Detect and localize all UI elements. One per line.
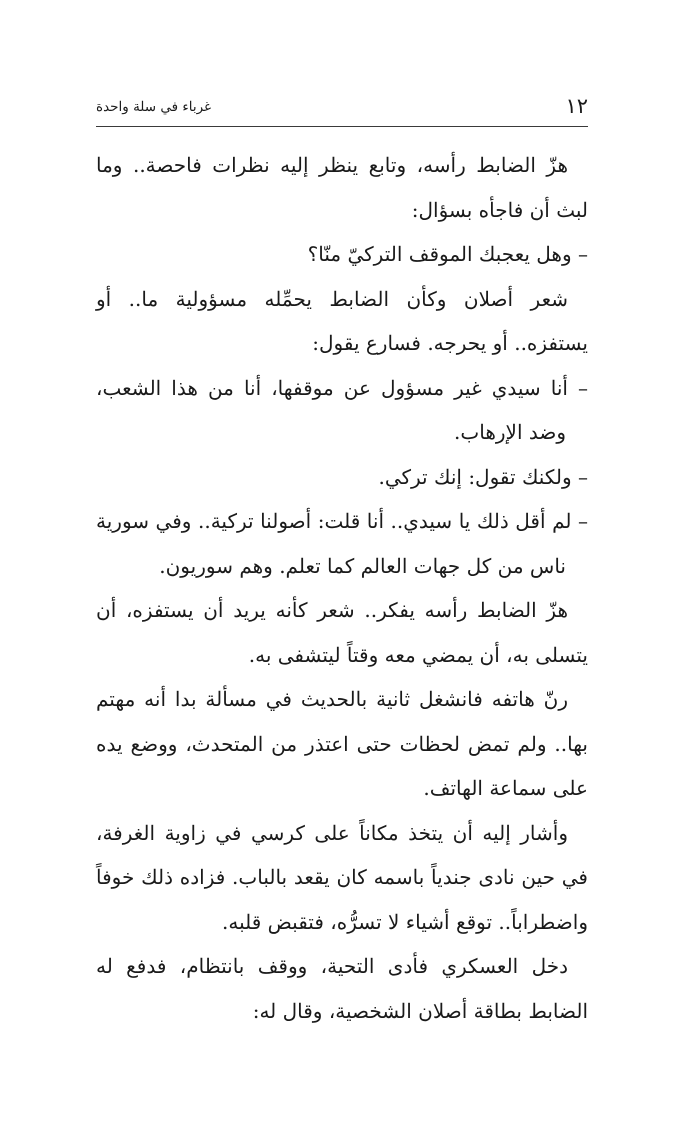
book-title: غرباء في سلة واحدة <box>96 99 212 115</box>
paragraph-narration: هزّ الضابط رأسه يفكر.. شعر كأنه يريد أن يستفزه، أن يتسلى به، أن يمضي معه وقتاً ليتشفى به. <box>96 598 588 667</box>
paragraph-narration: شعر أصلان وكأن الضابط يحمِّله مسؤولية ما.. أو يستفزه.. أو يحرجه. فسارع يقول: <box>96 286 588 355</box>
paragraph-narration: رنّ هاتفه فانشغل ثانية بالحديث في مسألة بدا أنه مهتم بها.. ولم تمض لحظات حتى اعتذر من المتحدث، ووضع يده على سماعة الهاتف. <box>96 687 588 800</box>
body-text <box>96 143 588 1033</box>
running-head <box>96 92 588 124</box>
header-rule <box>96 126 588 127</box>
paragraph-dialogue: – ولكنك تقول: إنك تركي. <box>378 464 588 489</box>
paragraph-dialogue: – وهل يعجبك الموقف التركيّ منّا؟ <box>307 242 588 266</box>
paragraph-narration: هزّ الضابط رأسه، وتابع ينظر إليه نظرات فاحصة.. وما لبث أن فاجأه بسؤال: <box>96 153 588 222</box>
paragraph-dialogue: – لم أقل ذلك يا سيدي.. أنا قلت: أصولنا تركية.. وفي سورية ناس من كل جهات العالم كما تعلم. وهم سوريون. <box>96 509 588 578</box>
paragraph-dialogue: – أنا سيدي غير مسؤول عن موقفها، أنا من هذا الشعب، وضد الإرهاب. <box>96 375 588 444</box>
paragraph-narration: وأشار إليه أن يتخذ مكاناً على كرسي في زاوية الغرفة، في حين نادى جندياً باسمه كان يقعد بالباب. فزاده ذلك خوفاً واضطراباً.. توقع أشياء لا تسرُّه، فتقبض قلبه. <box>96 820 588 934</box>
page-number: ١٢ <box>565 94 588 118</box>
paragraph-narration: دخل العسكري فأدى التحية، ووقف بانتظام، فدفع له الضابط بطاقة أصلان الشخصية، وقال له: <box>96 954 588 1023</box>
